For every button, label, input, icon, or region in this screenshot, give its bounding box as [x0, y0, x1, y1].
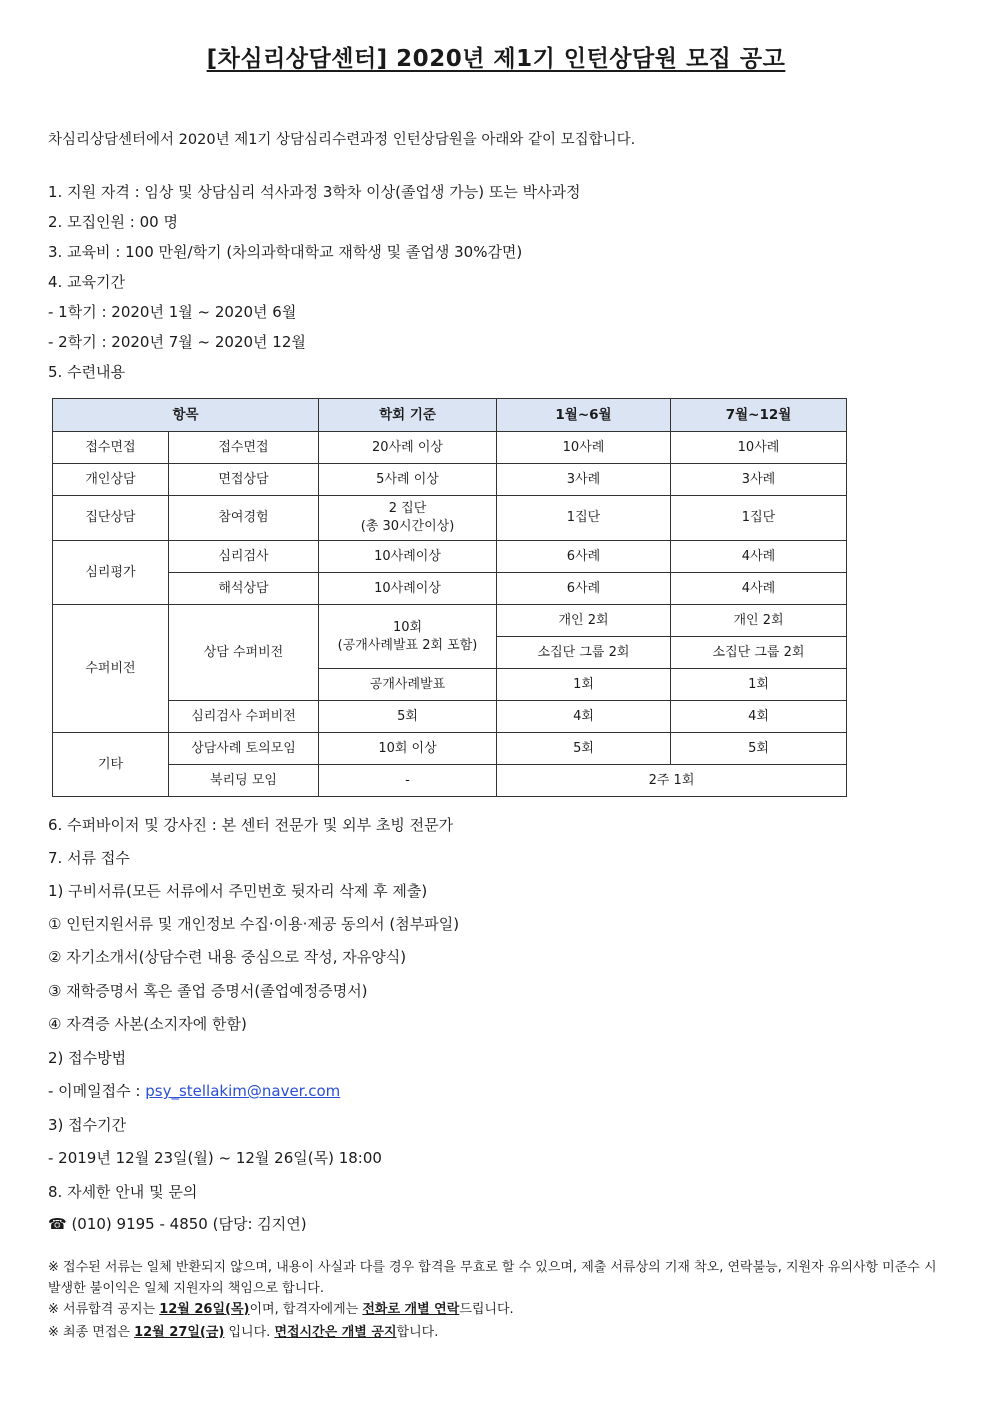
table-cell: 참여경험	[169, 496, 319, 541]
table-cell: 10사례	[671, 432, 847, 464]
item-qualification: 1. 지원 자격 : 임상 및 상담심리 석사과정 3학차 이상(졸업생 가능) 또는 박사과정	[48, 183, 581, 201]
table-cell: 1회	[497, 669, 671, 701]
table-row	[53, 701, 847, 733]
page-title: [차심리상담센터] 2020년 제1기 인턴상담원 모집 공고	[206, 46, 786, 72]
table-cell: 6사례	[497, 573, 671, 605]
table-cell: 4회	[497, 701, 671, 733]
subitem-required-docs: 1) 구비서류(모든 서류에서 주민번호 뒷자리 삭제 후 제출)	[48, 882, 428, 900]
table-cell: 10사례	[497, 432, 671, 464]
table-row	[53, 573, 847, 605]
intro-text: 차심리상담센터에서 2020년 제1기 상담심리수련과정 인턴상담원을 아래와 같이 모집합니다.	[48, 132, 636, 148]
table-cell-line: (공개사례발표 2회 포함)	[337, 637, 478, 653]
table-cell: 면접상담	[169, 464, 319, 496]
subitem-submission-method: 2) 접수방법	[48, 1049, 127, 1067]
note-disclaimer: ※ 접수된 서류는 일체 반환되지 않으며, 내용이 사실과 다를 경우 합격을 무효로 할 수 있으며, 제출 서류상의 기재 착오, 연락불능, 지원자 유의사항 미준수 시 발생한 불이익은 일체 지원자의 책임으로 합니다.	[48, 1260, 937, 1296]
table-cell: 접수면접	[169, 432, 319, 464]
table-cell: 5회	[497, 733, 671, 765]
note-text: 드립니다.	[459, 1302, 514, 1317]
item-supervisors: 6. 수퍼바이저 및 강사진 : 본 센터 전문가 및 외부 초빙 전문가	[48, 816, 454, 834]
note-final-interview	[48, 1322, 948, 1343]
table-cell: 20사례 이상	[319, 432, 497, 464]
note-contact-emphasis: 전화로 개별 연락	[362, 1302, 460, 1317]
doc-item-certificate: ③ 재학증명서 혹은 졸업 증명서(졸업예정증명서)	[48, 982, 368, 1000]
table-cell: 소집단 그룹 2회	[671, 637, 847, 669]
table-header-row	[53, 399, 847, 432]
doc-item-license: ④ 자격증 사본(소지자에 한함)	[48, 1015, 247, 1033]
table-cell: 개인 2회	[671, 605, 847, 637]
email-label: - 이메일접수 :	[48, 1082, 146, 1100]
note-text: ※ 최종 면접은	[48, 1325, 135, 1340]
table-cell-line: 2 집단	[388, 501, 427, 516]
phone-contact: ☎ (010) 9195 - 4850 (담당: 김지연)	[48, 1215, 307, 1233]
note-time-emphasis: 면접시간은 개별 공지	[274, 1325, 397, 1340]
note-date-emphasis: 12월 27일(금)	[134, 1325, 225, 1340]
note-text: ※ 서류합격 공지는	[48, 1302, 160, 1317]
note-text: 입니다.	[224, 1325, 275, 1340]
subitem-submission-period: 3) 접수기간	[48, 1116, 127, 1134]
email-link[interactable]: psy_stellakim@naver.com	[145, 1082, 341, 1100]
doc-item-application: ① 인턴지원서류 및 개인정보 수집·이용·제공 동의서 (첨부파일)	[48, 915, 460, 933]
table-row	[53, 464, 847, 496]
note-date-emphasis: 12월 26일(목)	[159, 1302, 250, 1317]
table-row	[53, 541, 847, 573]
table-row	[53, 765, 847, 797]
table-cell: 3사례	[671, 464, 847, 496]
table-cell: 4사례	[671, 541, 847, 573]
table-header: 7월~12월	[671, 399, 847, 432]
table-cell	[319, 496, 497, 541]
item-period-sem1: - 1학기 : 2020년 1월 ~ 2020년 6월	[48, 303, 297, 321]
table-header: 1월~6월	[497, 399, 671, 432]
item-inquiry: 8. 자세한 안내 및 문의	[48, 1183, 198, 1201]
item-recruit-count: 2. 모집인원 : 00 명	[48, 213, 178, 231]
table-cell: 4회	[671, 701, 847, 733]
table-cell: 집단상담	[53, 496, 169, 541]
table-cell: 4사례	[671, 573, 847, 605]
table-cell: 1집단	[497, 496, 671, 541]
table-row	[53, 733, 847, 765]
table-cell: 1회	[671, 669, 847, 701]
table-cell: 심리평가	[53, 541, 169, 605]
table-cell: 10사례이상	[319, 541, 497, 573]
submission-period-text: - 2019년 12월 23일(월) ~ 12월 26일(목) 18:00	[48, 1149, 382, 1167]
table-cell: 해석상담	[169, 573, 319, 605]
table-cell: 공개사례발표	[319, 669, 497, 701]
table-cell: 심리검사 수퍼비전	[169, 701, 319, 733]
email-line	[48, 1081, 340, 1101]
table-cell: 상담 수퍼비전	[169, 605, 319, 701]
table-cell: 10사례이상	[319, 573, 497, 605]
item-period: 4. 교육기간	[48, 273, 126, 291]
table-cell: 기타	[53, 733, 169, 797]
table-header: 학회 기준	[319, 399, 497, 432]
table-cell-line: 10회	[392, 619, 423, 635]
note-text: 이며, 합격자에게는	[249, 1302, 363, 1317]
table-cell: 접수면접	[53, 432, 169, 464]
table-cell: 5회	[319, 701, 497, 733]
table-row	[53, 605, 847, 637]
item-training-content: 5. 수련내용	[48, 363, 126, 381]
item-tuition: 3. 교육비 : 100 만원/학기 (차의과학대학교 재학생 및 졸업생 30%감면)	[48, 243, 523, 261]
table-header: 항목	[53, 399, 319, 432]
table-cell: 3사례	[497, 464, 671, 496]
training-table	[52, 398, 847, 797]
note-document-result	[48, 1299, 948, 1320]
table-row	[53, 432, 847, 464]
table-cell: 1집단	[671, 496, 847, 541]
table-cell: 북리딩 모임	[169, 765, 319, 797]
table-cell: 6사례	[497, 541, 671, 573]
table-cell: 개인상담	[53, 464, 169, 496]
table-cell: -	[319, 765, 497, 797]
table-cell	[319, 605, 497, 669]
table-cell: 개인 2회	[497, 605, 671, 637]
item-period-sem2: - 2학기 : 2020년 7월 ~ 2020년 12월	[48, 333, 306, 351]
table-cell: 5회	[671, 733, 847, 765]
table-cell: 5사례 이상	[319, 464, 497, 496]
table-cell: 2주 1회	[497, 765, 847, 797]
table-cell: 소집단 그룹 2회	[497, 637, 671, 669]
table-cell: 10회 이상	[319, 733, 497, 765]
item-document-submission: 7. 서류 접수	[48, 849, 130, 867]
note-text: 합니다.	[396, 1325, 439, 1340]
table-cell: 수퍼비전	[53, 605, 169, 733]
table-cell: 심리검사	[169, 541, 319, 573]
table-cell-line: (총 30시간이상)	[360, 519, 455, 534]
table-row	[53, 496, 847, 541]
table-cell: 상담사례 토의모임	[169, 733, 319, 765]
doc-item-self-intro: ② 자기소개서(상담수련 내용 중심으로 작성, 자유양식)	[48, 948, 407, 966]
